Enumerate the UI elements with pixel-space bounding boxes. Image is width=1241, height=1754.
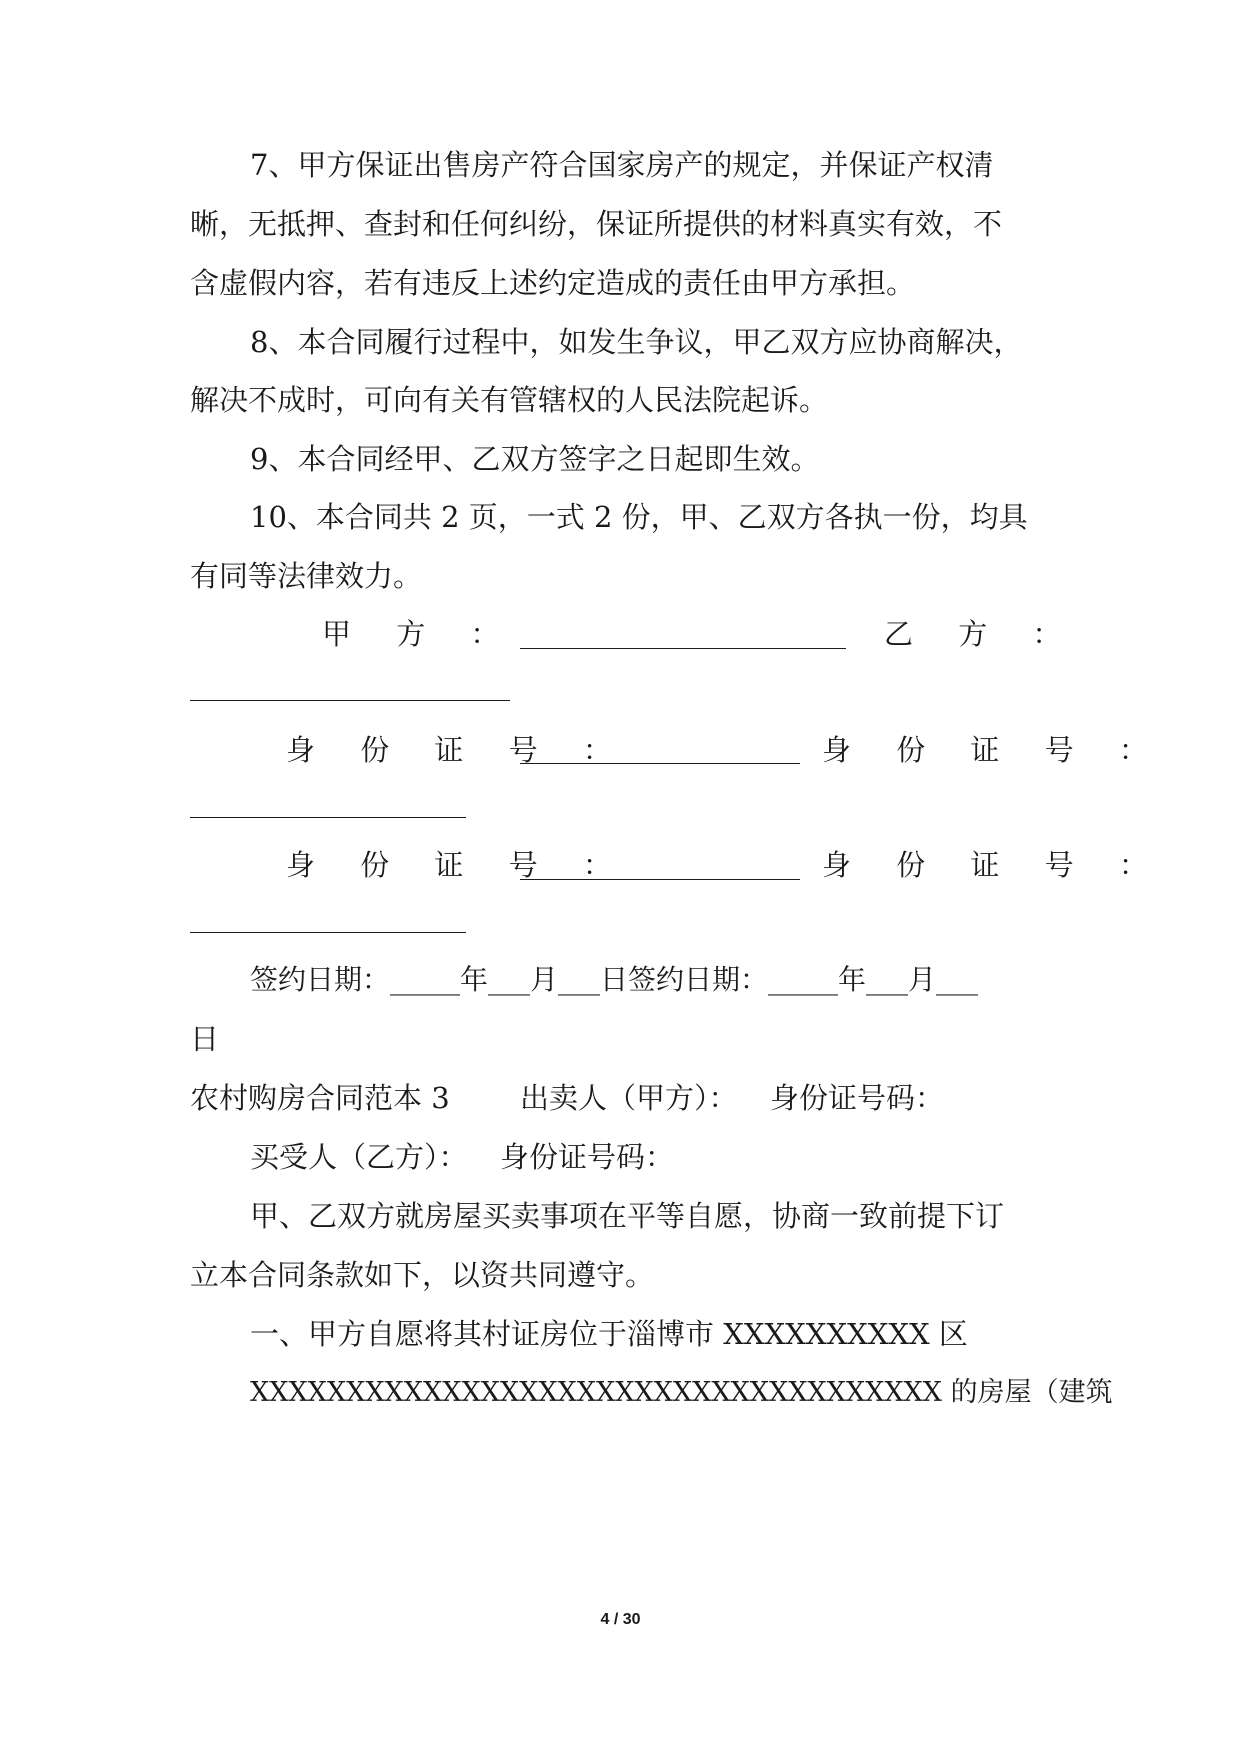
sign-date-line: 签约日期：_____年___月___日签约日期：_____年___月___ xyxy=(250,963,979,996)
contract-3-intro-line-1: 甲、乙双方就房屋买卖事项在平等自愿，协商一致前提下订 xyxy=(250,1199,1005,1233)
contract-3-title: 农村购房合同范本 3 xyxy=(190,1081,450,1115)
clause-8-line-1: 8、本合同履行过程中，如发生争议，甲乙双方应协商解决， xyxy=(250,325,1023,359)
id-number-label: 身 份 证 号 ： xyxy=(286,733,630,767)
id-number-label: 身 份 证 号 ： xyxy=(822,733,1166,767)
seller-label: 出卖人（甲方）： xyxy=(520,1081,738,1115)
id-number-label: 身 份 证 号 ： xyxy=(286,848,630,882)
id-number-line xyxy=(190,817,466,818)
party-a-signature-line xyxy=(520,648,846,649)
party-a-label: 甲 方 ： xyxy=(322,617,518,651)
clause-10-line-1: 10、本合同共 2 页，一式 2 份，甲、乙双方各执一份，均具 xyxy=(250,500,1028,534)
page-number: 4 / 30 xyxy=(600,1611,641,1628)
clause-9-line-1: 9、本合同经甲、乙双方签字之日起即生效。 xyxy=(250,442,820,476)
clause-7-line-2: 晰，无抵押、查封和任何纠纷，保证所提供的材料真实有效，不 xyxy=(190,207,1003,241)
clause-8-line-2: 解决不成时，可向有关有管辖权的人民法院起诉。 xyxy=(190,383,829,417)
clause-7-line-1: 7、甲方保证出售房产符合国家房产的规定，并保证产权清 xyxy=(250,148,994,182)
id-number-line xyxy=(190,932,466,933)
clause-7-line-3: 含虚假内容，若有违反上述约定造成的责任由甲方承担。 xyxy=(190,266,916,300)
buyer-label: 买受人（乙方）： xyxy=(250,1140,468,1174)
buyer-id-label: 身份证号码： xyxy=(500,1140,675,1174)
contract-3-item-1-line-2: XXXXXXXXXXXXXXXXXXXXXXXXXXXXXXXXXXXX 的房屋（建筑 xyxy=(250,1377,1113,1408)
seller-id-label: 身份证号码： xyxy=(770,1081,945,1115)
clause-10-line-2: 有同等法律效力。 xyxy=(190,559,423,593)
sign-date-line-continued: 日 xyxy=(190,1022,220,1056)
id-number-line xyxy=(520,879,800,880)
party-b-signature-line xyxy=(190,700,510,701)
id-number-line xyxy=(520,763,800,764)
contract-3-intro-line-2: 立本合同条款如下，以资共同遵守。 xyxy=(190,1258,655,1292)
party-b-label: 乙 方 ： xyxy=(884,617,1080,651)
id-number-label: 身 份 证 号 ： xyxy=(822,848,1166,882)
contract-3-item-1-line-1: 一、甲方自愿将其村证房位于淄博市 XXXXXXXXXX 区 xyxy=(250,1317,968,1351)
